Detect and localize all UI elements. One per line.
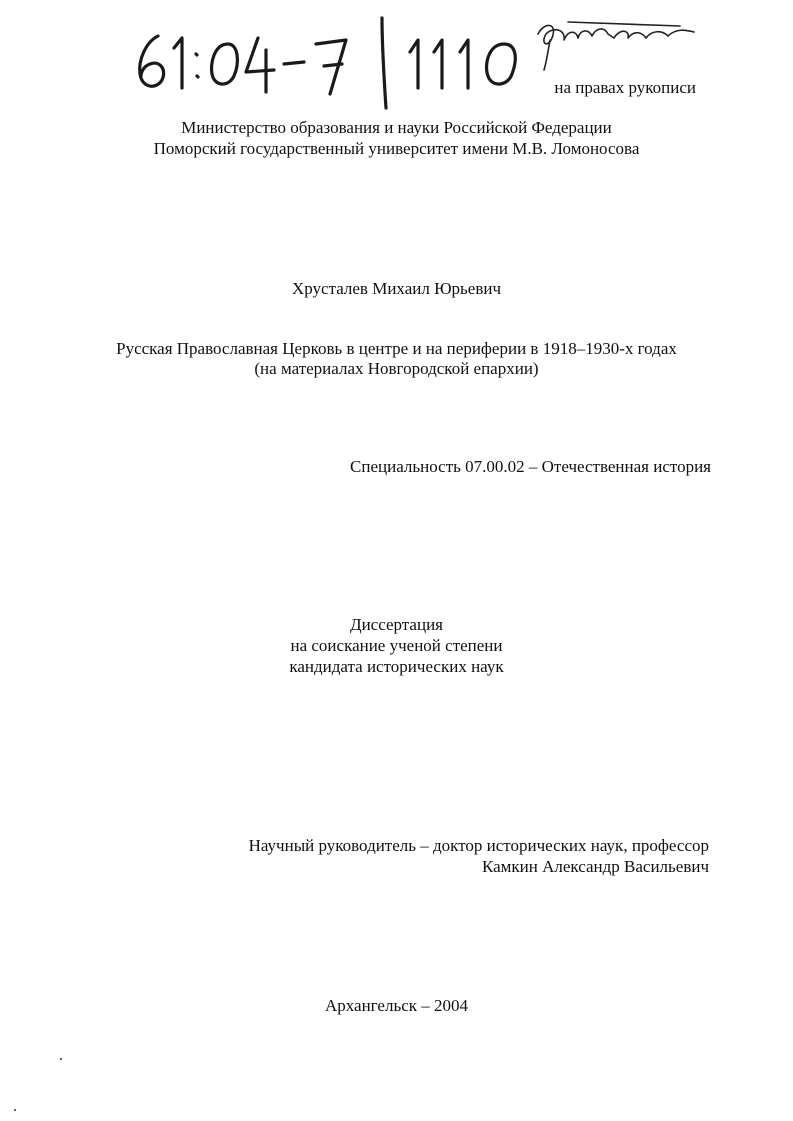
dissertation-title-line-1: Русская Православная Церковь в центре и на периферии в 1918–1930-х годах <box>116 339 677 358</box>
university-name: Поморский государственный университет имени М.В. Ломоносова <box>153 139 640 158</box>
handwritten-archive-code <box>120 8 720 118</box>
signature-icon <box>538 22 694 70</box>
scan-speck <box>60 1058 62 1060</box>
supervisor-title: Научный руководитель – доктор исторических наук, профессор <box>248 836 709 855</box>
supervisor-name: Камкин Александр Васильевич <box>481 857 709 876</box>
specialty: Специальность 07.00.02 – Отечественная история <box>350 457 711 476</box>
author-name: Хрусталев Михаил Юрьевич <box>291 279 502 298</box>
degree-name: кандидата исторических наук <box>289 657 504 676</box>
city-year: Архангельск – 2004 <box>324 996 469 1015</box>
rights-note: на правах рукописи <box>554 78 696 97</box>
scan-speck <box>14 1109 16 1111</box>
dissertation-title-line-2: (на материалах Новгородской епархии) <box>254 359 539 378</box>
ministry-name: Министерство образования и науки Российской Федерации <box>181 118 612 137</box>
dissertation-type: Диссертация <box>349 615 443 634</box>
degree-purpose: на соискание ученой степени <box>290 636 503 655</box>
